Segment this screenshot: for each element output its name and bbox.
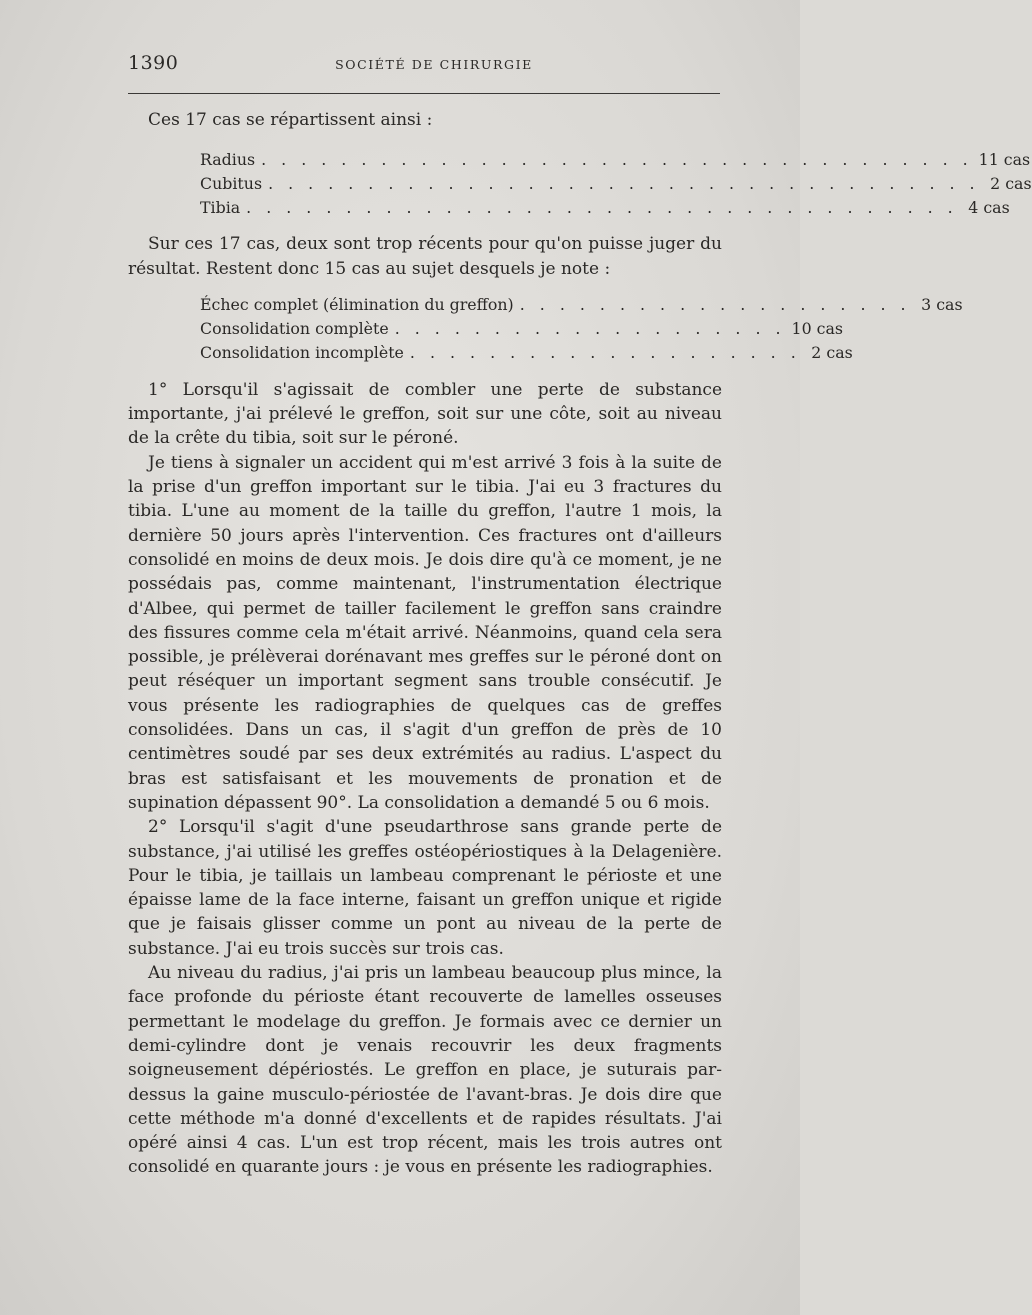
dot-leader: . . . . . . . . . . . . . . . . . . . . . . . . . . . . . . . . . . . . bbox=[261, 150, 973, 170]
distribution-row bbox=[200, 148, 1031, 172]
distribution-table bbox=[200, 148, 1032, 220]
dot-leader: . . . . . . . . . . . . . . . . . . . . bbox=[519, 294, 911, 314]
dot-leader: . . . . . . . . . . . . . . . . . . . . . . . . . . . . . . . . . . . . bbox=[268, 174, 980, 194]
intro-sentence: Ces 17 cas se répartissent ainsi : bbox=[148, 110, 433, 130]
row-value: 3 cas bbox=[921, 294, 963, 314]
paragraph-4: Au niveau du radius, j'ai pris un lambeau beaucoup plus mince, la face profonde du périoste étant recouverte de lamelles osseuses permettant le modelage du greffon. Je formais avec ce dernier un demi-cylindre dont je venais recouvrir les deux fragments soigneusement dépériostés. Le greffon en place, je suturais par-dessus la gaine musculo-périostée de l'avant-bras. Je dois dire que cette méthode m'a donné d'excellents et de rapides résultats. J'ai opéré ainsi 4 cas. L'un est trop récent, mais les trois autres ont consolidé en quarante jours : je vous en présente les radiographies. bbox=[128, 963, 722, 1178]
distribution-row bbox=[200, 172, 1032, 196]
paragraph-2: Je tiens à signaler un accident qui m'est arrivé 3 fois à la suite de la prise d'un greffon important sur le tibia. J'ai eu 3 fractures du tibia. L'une au moment de la taille du greffon, l'autre 1 mois, la dernière 50 jours après l'intervention. Ces fractures ont d'ailleurs consolidé en moins de deux mois. Je dois dire qu'à ce moment, je ne possédais pas, comme maintenant, l'instrumentation électrique d'Albee, qui permet de tailler facilement le greffon sans craindre des fissures comme cela m'était arrivé. Néanmoins, quand cela sera possible, je prélèverai dorénavant mes greffes sur le péroné dont on peut réséquer un important segment sans trouble consécutif. Je vous présente les radiographies de quelques cas de greffes consolidées. Dans un cas, il s'agit d'un greffon de près de 10 centimètres soudé par ses deux extrémités au radius. L'aspect du bras est satisfaisant et les mouvements de pronation et de supination dépassent 90°. La consolidation a demandé 5 ou 6 mois. bbox=[128, 452, 722, 813]
row-label: Radius bbox=[200, 150, 256, 170]
header-rule bbox=[128, 93, 720, 94]
results-table bbox=[200, 293, 963, 365]
distribution-row bbox=[200, 196, 1010, 220]
row-value: 2 cas bbox=[990, 174, 1032, 194]
results-row bbox=[200, 293, 963, 317]
row-label: Échec complet (élimination du greffon) bbox=[200, 294, 514, 314]
row-value: 11 cas bbox=[978, 150, 1031, 170]
row-label: Consolidation complète bbox=[200, 318, 389, 338]
page-header bbox=[128, 52, 720, 82]
row-value: 4 cas bbox=[968, 198, 1010, 218]
page-number: 1390 bbox=[128, 52, 179, 74]
page-body bbox=[128, 108, 1032, 1180]
summary-paragraph: Sur ces 17 cas, deux sont trop récents pour qu'on puisse juger du résultat. Restent donc 15 cas au sujet desquels je note : bbox=[128, 234, 722, 279]
running-head: SOCIÉTÉ DE CHIRURGIE bbox=[335, 57, 533, 72]
row-label: Cubitus bbox=[200, 174, 263, 194]
row-label: Tibia bbox=[200, 198, 241, 218]
row-value: 10 cas bbox=[791, 318, 844, 338]
dot-leader: . . . . . . . . . . . . . . . . . . . . bbox=[394, 318, 786, 338]
results-row bbox=[200, 341, 853, 365]
dot-leader: . . . . . . . . . . . . . . . . . . . . . . . . . . . . . . . . . . . . bbox=[246, 198, 958, 218]
dot-leader: . . . . . . . . . . . . . . . . . . . . bbox=[409, 342, 801, 362]
results-row bbox=[200, 317, 844, 341]
row-value: 2 cas bbox=[811, 342, 853, 362]
paragraph-3: 2° Lorsqu'il s'agit d'une pseudarthrose sans grande perte de substance, j'ai utilisé les greffes ostéopériostiques à la Delagenière. Pour le tibia, je taillais un lambeau comprenant le périoste et une épaisse lame de la face interne, faisant un greffon unique et rigide que je faisais glisser comme un pont au niveau de la perte de substance. J'ai eu trois succès sur trois cas. bbox=[128, 817, 722, 959]
row-label: Consolidation incomplète bbox=[200, 342, 404, 362]
paragraph-1: 1° Lorsqu'il s'agissait de combler une perte de substance importante, j'ai prélevé le greffon, soit sur une côte, soit au niveau de la crête du tibia, soit sur le péroné. bbox=[128, 379, 722, 449]
